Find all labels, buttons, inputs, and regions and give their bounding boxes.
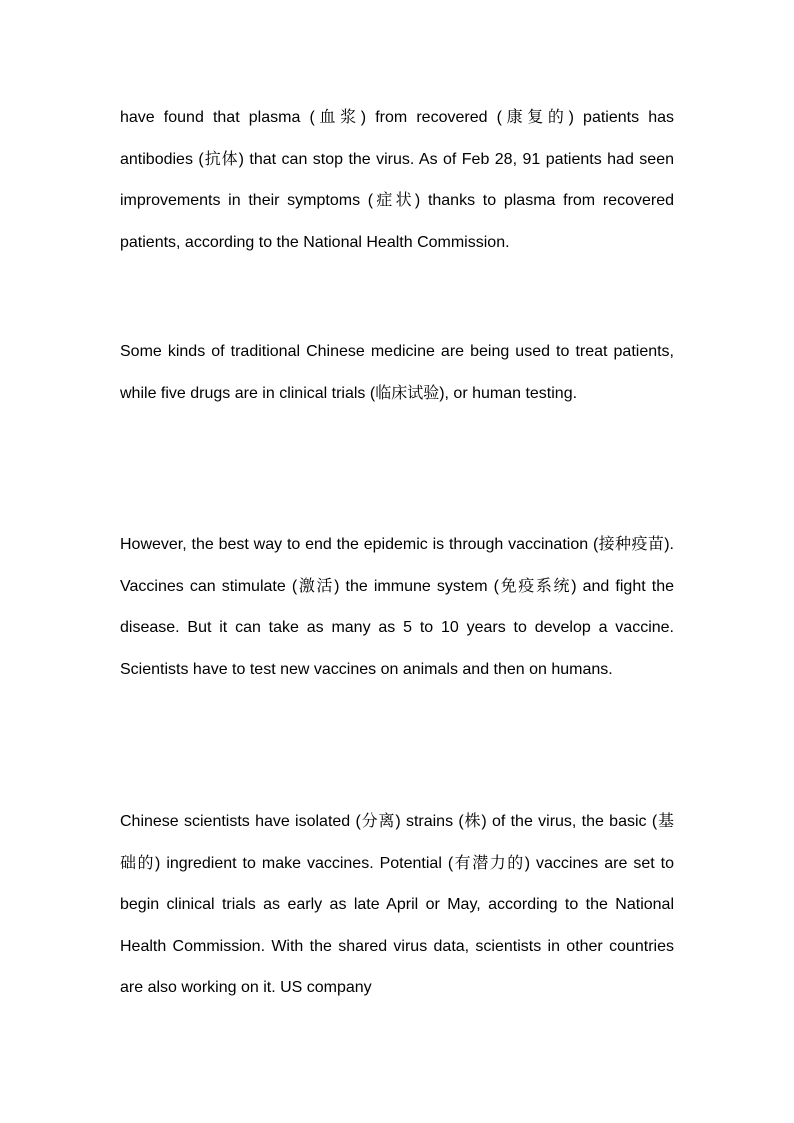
- paragraph-traditional-medicine: Some kinds of traditional Chinese medicine are being used to treat patients, while five drugs are in clinical trials (临床试验), or human testing.: [120, 343, 674, 402]
- paragraph-plasma: have found that plasma (血浆) from recovered (康复的) patients has antibodies (抗体) that can stop the virus. As of Feb 28, 91 patients had seen improvements in their symptoms (症状) thanks to plasma from recovered patients, according to the National Health Commission.: [120, 109, 674, 251]
- paragraph-isolated-strains: Chinese scientists have isolated (分离) strains (株) of the virus, the basic (基础的) ingredient to make vaccines. Potential (有潜力的) vaccines are set to begin clinical trials as early as late April or May, according to the National Health Commission. With the shared virus data, scientists in other countries are also working on it. US company: [120, 813, 674, 996]
- paragraph-vaccination: However, the best way to end the epidemic is through vaccination (接种疫苗). Vaccines can stimulate (激活) the immune system (免疫系统) and fight the disease. But it can take as many as 5 to 10 years to develop a vaccine. Scientists have to test new vaccines on animals and then on humans.: [120, 536, 674, 678]
